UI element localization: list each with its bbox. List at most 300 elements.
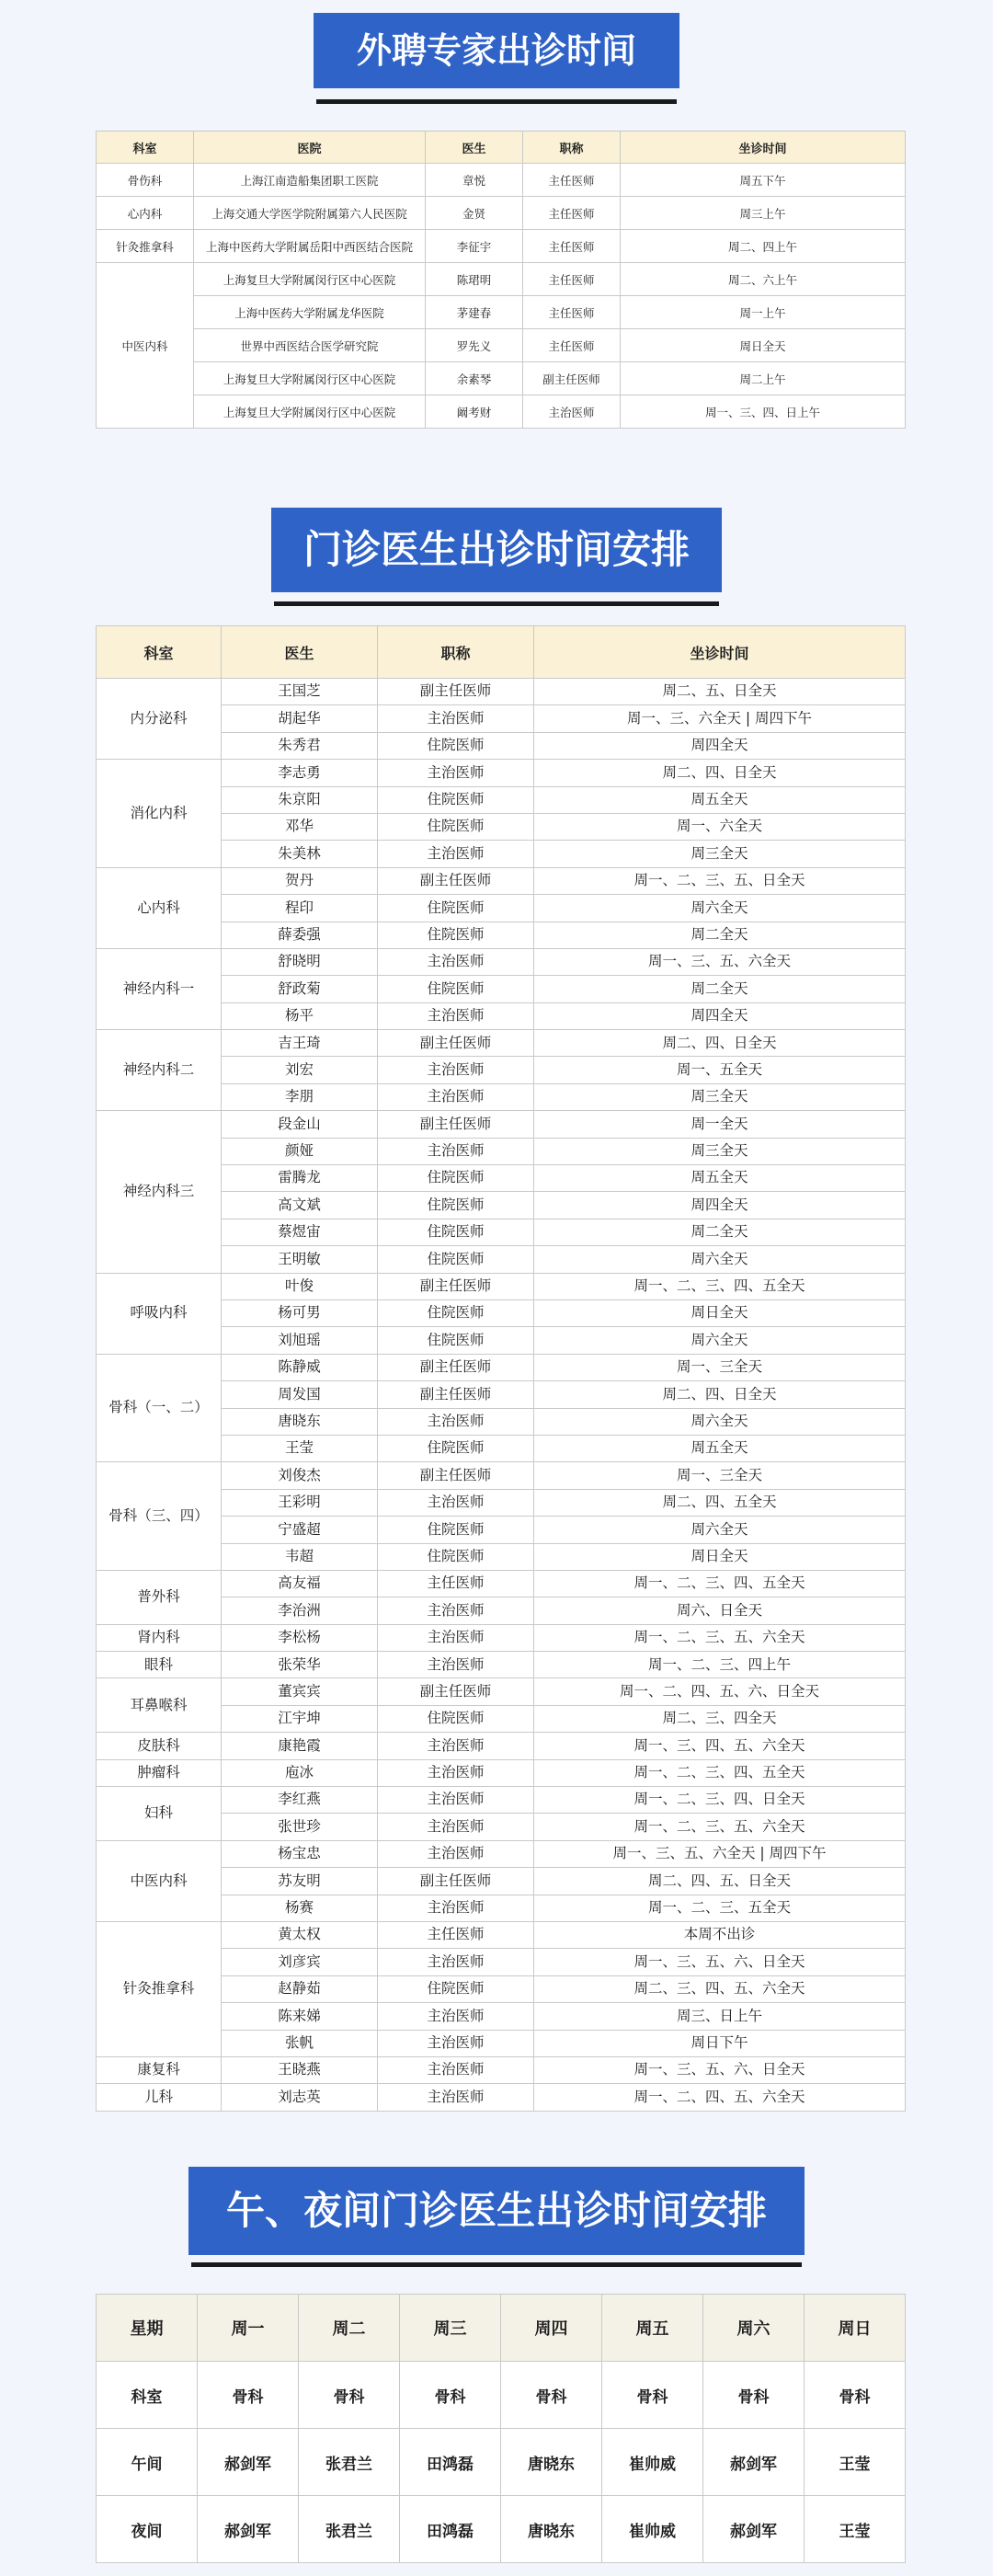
doctor-cell: 余素琴 — [426, 362, 523, 395]
column-header: 周二 — [299, 2295, 400, 2362]
schedule-cell: 周五全天 — [534, 786, 906, 813]
doctor-cell: 朱京阳 — [222, 786, 378, 813]
external-experts-table — [96, 131, 906, 429]
schedule-cell: 周一、二、三、五、日全天 — [534, 867, 906, 894]
schedule-cell: 郝剑军 — [703, 2429, 805, 2496]
column-header: 周六 — [703, 2295, 805, 2362]
doctor-cell: 苏友明 — [222, 1868, 378, 1895]
department-cell: 骨科（三、四） — [97, 1462, 222, 1571]
schedule-cell: 周一、三全天 — [534, 1462, 906, 1489]
schedule-cell: 唐晓东 — [501, 2496, 602, 2563]
schedule-cell: 周一、二、四、五、六、日全天 — [534, 1678, 906, 1705]
title-cell: 主治医师 — [378, 1733, 534, 1759]
schedule-cell: 周二全天 — [534, 922, 906, 948]
schedule-cell: 周二、四、日全天 — [534, 1381, 906, 1408]
table-header-row — [97, 132, 906, 164]
doctor-cell: 张帆 — [222, 2030, 378, 2056]
schedule-cell: 周一、二、三、五全天 — [534, 1895, 906, 1921]
column-header: 周四 — [501, 2295, 602, 2362]
doctor-cell: 唐晓东 — [222, 1408, 378, 1435]
department-cell: 消化内科 — [97, 760, 222, 868]
table-row — [97, 2429, 906, 2496]
title-cell: 副主任医师 — [378, 1111, 534, 1138]
schedule-cell: 骨科 — [602, 2362, 703, 2429]
hospital-cell: 上海复旦大学附属闵行区中心医院 — [194, 395, 426, 429]
table-row — [97, 296, 906, 329]
schedule-cell: 周二全天 — [534, 976, 906, 1002]
title-cell: 住院医师 — [378, 976, 534, 1002]
department-cell: 针灸推拿科 — [97, 1921, 222, 2056]
doctor-cell: 陈静威 — [222, 1354, 378, 1380]
title-cell: 主治医师 — [378, 2030, 534, 2056]
department-cell: 神经内科三 — [97, 1111, 222, 1273]
column-header: 科室 — [97, 132, 194, 164]
column-header: 职称 — [523, 132, 621, 164]
title-cell: 主任医师 — [523, 329, 621, 362]
schedule-cell: 周二、五、日全天 — [534, 679, 906, 705]
schedule-cell: 骨科 — [198, 2362, 299, 2429]
schedule-cell: 周一、三、六全天 | 周四下午 — [534, 705, 906, 732]
table-row — [97, 2056, 906, 2083]
schedule-cell: 周三、日上午 — [534, 2003, 906, 2030]
department-cell: 儿科 — [97, 2084, 222, 2111]
schedule-cell: 周二、四、五全天 — [534, 1489, 906, 1516]
doctor-cell: 庖冰 — [222, 1759, 378, 1786]
schedule-cell: 周一、二、三、四、五全天 — [534, 1759, 906, 1786]
title-cell: 副主任医师 — [378, 1030, 534, 1057]
doctor-cell: 胡起华 — [222, 705, 378, 732]
department-cell: 骨伤科 — [97, 164, 194, 197]
schedule-cell: 周二、四、日全天 — [534, 1030, 906, 1057]
table-row — [97, 2362, 906, 2429]
table-row — [97, 1273, 906, 1299]
doctor-cell: 舒政菊 — [222, 976, 378, 1002]
row-label-cell: 夜间 — [97, 2496, 198, 2563]
schedule-cell: 骨科 — [501, 2362, 602, 2429]
hospital-cell: 世界中西医结合医学研究院 — [194, 329, 426, 362]
doctor-cell: 韦超 — [222, 1543, 378, 1570]
hospital-cell: 上海中医药大学附属龙华医院 — [194, 296, 426, 329]
title-cell: 住院医师 — [378, 1246, 534, 1273]
section1-title-banner — [314, 13, 679, 88]
schedule-cell: 田鸿磊 — [400, 2429, 501, 2496]
department-cell: 内分泌科 — [97, 679, 222, 760]
doctor-cell: 杨可男 — [222, 1299, 378, 1326]
doctor-cell: 舒晓明 — [222, 948, 378, 975]
schedule-cell: 周一、三、五、六全天 | 周四下午 — [534, 1840, 906, 1867]
schedule-cell: 周六全天 — [534, 895, 906, 922]
title-cell: 主治医师 — [378, 705, 534, 732]
title-cell: 主治医师 — [378, 2056, 534, 2083]
doctor-cell: 王莹 — [222, 1435, 378, 1461]
table-row — [97, 362, 906, 395]
title-cell: 副主任医师 — [523, 362, 621, 395]
doctor-cell: 刘宏 — [222, 1057, 378, 1083]
doctor-cell: 颜娅 — [222, 1138, 378, 1164]
department-cell: 耳鼻喉科 — [97, 1678, 222, 1733]
schedule-cell: 唐晓东 — [501, 2429, 602, 2496]
schedule-cell: 周一、二、三、五、六全天 — [534, 1814, 906, 1840]
row-label-cell: 科室 — [97, 2362, 198, 2429]
doctor-cell: 杨赛 — [222, 1895, 378, 1921]
schedule-cell: 周四全天 — [534, 1192, 906, 1219]
schedule-cell: 周二、四、日全天 — [534, 760, 906, 786]
doctor-cell: 康艳霞 — [222, 1733, 378, 1759]
title-cell: 主治医师 — [378, 1057, 534, 1083]
table-row — [97, 1652, 906, 1678]
hospital-cell: 上海江南造船集团职工医院 — [194, 164, 426, 197]
schedule-cell: 周二上午 — [621, 362, 906, 395]
title-cell: 主任医师 — [378, 1921, 534, 1948]
schedule-cell: 周六、日全天 — [534, 1597, 906, 1624]
title-cell: 住院医师 — [378, 1975, 534, 2002]
table-row — [97, 760, 906, 786]
department-cell: 肿瘤科 — [97, 1759, 222, 1786]
doctor-cell: 金贤 — [426, 197, 523, 230]
department-cell: 妇科 — [97, 1787, 222, 1841]
department-cell: 针灸推拿科 — [97, 230, 194, 263]
doctor-cell: 高友福 — [222, 1570, 378, 1597]
schedule-cell: 周五全天 — [534, 1435, 906, 1461]
title-cell: 主治医师 — [378, 1489, 534, 1516]
table-row — [97, 1787, 906, 1814]
doctor-cell: 刘旭瑶 — [222, 1327, 378, 1354]
title-cell: 住院医师 — [378, 813, 534, 840]
doctor-cell: 蔡煜宙 — [222, 1219, 378, 1245]
schedule-cell: 周六全天 — [534, 1408, 906, 1435]
table-row — [97, 1733, 906, 1759]
hospital-cell: 上海中医药大学附属岳阳中西医结合医院 — [194, 230, 426, 263]
department-cell: 眼科 — [97, 1652, 222, 1678]
title-cell: 住院医师 — [378, 1435, 534, 1461]
table-row — [97, 197, 906, 230]
doctor-cell: 贺丹 — [222, 867, 378, 894]
schedule-cell: 张君兰 — [299, 2496, 400, 2563]
hospital-cell: 上海复旦大学附属闵行区中心医院 — [194, 362, 426, 395]
title-cell: 主任医师 — [523, 164, 621, 197]
title-cell: 主治医师 — [378, 1949, 534, 1975]
table-row — [97, 2496, 906, 2563]
schedule-cell: 周一、二、三、四上午 — [534, 1652, 906, 1678]
doctor-cell: 刘俊杰 — [222, 1462, 378, 1489]
title-cell: 主治医师 — [378, 1814, 534, 1840]
schedule-cell: 周六全天 — [534, 1246, 906, 1273]
schedule-cell: 周六全天 — [534, 1327, 906, 1354]
table-row — [97, 1840, 906, 1867]
table-row — [97, 679, 906, 705]
department-cell: 骨科（一、二） — [97, 1354, 222, 1462]
column-header: 坐诊时间 — [621, 132, 906, 164]
column-header: 医生 — [222, 626, 378, 679]
title-cell: 主治医师 — [378, 1138, 534, 1164]
title-cell: 住院医师 — [378, 922, 534, 948]
column-header: 科室 — [97, 626, 222, 679]
schedule-cell: 周一、二、四、五、六全天 — [534, 2084, 906, 2111]
department-cell: 神经内科一 — [97, 948, 222, 1029]
title-cell: 主治医师 — [378, 841, 534, 867]
schedule-cell: 周一、三、四、五、六全天 — [534, 1733, 906, 1759]
schedule-cell: 周四全天 — [534, 1002, 906, 1029]
schedule-cell: 周二、四上午 — [621, 230, 906, 263]
department-cell: 心内科 — [97, 867, 222, 948]
schedule-cell: 周五全天 — [534, 1165, 906, 1192]
title-cell: 主治医师 — [378, 1624, 534, 1651]
table-row — [97, 867, 906, 894]
doctor-cell: 王晓燕 — [222, 2056, 378, 2083]
title-cell: 副主任医师 — [378, 1678, 534, 1705]
section1-title-underline — [316, 99, 677, 104]
section1-title: 外聘专家出诊时间 — [356, 30, 636, 71]
title-cell: 主任医师 — [523, 230, 621, 263]
doctor-cell: 刘志英 — [222, 2084, 378, 2111]
doctor-cell: 周发国 — [222, 1381, 378, 1408]
schedule-cell: 田鸿磊 — [400, 2496, 501, 2563]
doctor-cell: 高文斌 — [222, 1192, 378, 1219]
hospital-cell: 上海复旦大学附属闵行区中心医院 — [194, 263, 426, 296]
table-row — [97, 263, 906, 296]
schedule-cell: 周三全天 — [534, 841, 906, 867]
hospital-cell: 上海交通大学医学院附属第六人民医院 — [194, 197, 426, 230]
column-header: 周五 — [602, 2295, 703, 2362]
schedule-cell: 周三上午 — [621, 197, 906, 230]
schedule-cell: 郝剑军 — [198, 2429, 299, 2496]
schedule-cell: 骨科 — [703, 2362, 805, 2429]
row-label-cell: 午间 — [97, 2429, 198, 2496]
schedule-cell: 周日全天 — [534, 1543, 906, 1570]
schedule-cell: 周一、三全天 — [534, 1354, 906, 1380]
title-cell: 副主任医师 — [378, 1273, 534, 1299]
schedule-cell: 周二、六上午 — [621, 263, 906, 296]
table-row — [97, 164, 906, 197]
schedule-cell: 王莹 — [805, 2429, 906, 2496]
table-row — [97, 1354, 906, 1380]
doctor-cell: 黄太权 — [222, 1921, 378, 1948]
schedule-cell: 王莹 — [805, 2496, 906, 2563]
title-cell: 住院医师 — [378, 1192, 534, 1219]
table-row — [97, 1624, 906, 1651]
title-cell: 住院医师 — [378, 1299, 534, 1326]
schedule-cell: 周六全天 — [534, 1517, 906, 1543]
outpatient-doctors-table — [96, 625, 906, 2112]
schedule-cell: 周二、三、四、五、六全天 — [534, 1975, 906, 2002]
title-cell: 住院医师 — [378, 1705, 534, 1732]
column-header: 周三 — [400, 2295, 501, 2362]
schedule-cell: 周一、二、三、四、五全天 — [534, 1570, 906, 1597]
table-row — [97, 1759, 906, 1786]
column-header: 医生 — [426, 132, 523, 164]
doctor-cell: 李红燕 — [222, 1787, 378, 1814]
doctor-cell: 叶俊 — [222, 1273, 378, 1299]
title-cell: 住院医师 — [378, 1219, 534, 1245]
department-cell: 肾内科 — [97, 1624, 222, 1651]
doctor-cell: 段金山 — [222, 1111, 378, 1138]
table-row — [97, 1921, 906, 1948]
title-cell: 住院医师 — [378, 1165, 534, 1192]
department-cell: 呼吸内科 — [97, 1273, 222, 1354]
title-cell: 副主任医师 — [378, 1868, 534, 1895]
schedule-cell: 周一、六全天 — [534, 813, 906, 840]
schedule-cell: 崔帅威 — [602, 2429, 703, 2496]
section3-title-underline — [191, 2262, 802, 2267]
column-header: 周日 — [805, 2295, 906, 2362]
title-cell: 主治医师 — [378, 1759, 534, 1786]
schedule-cell: 骨科 — [805, 2362, 906, 2429]
doctor-cell: 雷腾龙 — [222, 1165, 378, 1192]
title-cell: 副主任医师 — [378, 1354, 534, 1380]
schedule-cell: 周五下午 — [621, 164, 906, 197]
schedule-cell: 周一全天 — [534, 1111, 906, 1138]
column-header: 坐诊时间 — [534, 626, 906, 679]
section2-title-underline — [274, 601, 719, 606]
title-cell: 主治医师 — [378, 1597, 534, 1624]
table-row — [97, 1030, 906, 1057]
column-header: 职称 — [378, 626, 534, 679]
schedule-cell: 周一、三、四、日上午 — [621, 395, 906, 429]
title-cell: 主治医师 — [378, 1408, 534, 1435]
table-row — [97, 948, 906, 975]
doctor-cell: 王国芝 — [222, 679, 378, 705]
title-cell: 主治医师 — [523, 395, 621, 429]
schedule-cell: 周三全天 — [534, 1083, 906, 1110]
department-cell: 皮肤科 — [97, 1733, 222, 1759]
department-cell: 普外科 — [97, 1570, 222, 1624]
schedule-cell: 周二全天 — [534, 1219, 906, 1245]
title-cell: 主治医师 — [378, 1787, 534, 1814]
title-cell: 住院医师 — [378, 1517, 534, 1543]
title-cell: 住院医师 — [378, 1543, 534, 1570]
doctor-cell: 邓华 — [222, 813, 378, 840]
doctor-cell: 张荣华 — [222, 1652, 378, 1678]
doctor-cell: 杨平 — [222, 1002, 378, 1029]
doctor-cell: 宁盛超 — [222, 1517, 378, 1543]
schedule-cell: 周一上午 — [621, 296, 906, 329]
section3-title: 午、夜间门诊医生出诊时间安排 — [225, 2188, 767, 2233]
title-cell: 主治医师 — [378, 2084, 534, 2111]
doctor-cell: 李朋 — [222, 1083, 378, 1110]
schedule-cell: 周日全天 — [621, 329, 906, 362]
title-cell: 副主任医师 — [378, 1381, 534, 1408]
doctor-cell: 刘彦宾 — [222, 1949, 378, 1975]
section3-title-banner — [188, 2167, 805, 2255]
table-row — [97, 2084, 906, 2111]
schedule-cell: 郝剑军 — [198, 2496, 299, 2563]
title-cell: 主治医师 — [378, 948, 534, 975]
schedule-cell: 周一、二、三、四、五全天 — [534, 1273, 906, 1299]
doctor-cell: 张世珍 — [222, 1814, 378, 1840]
schedule-cell: 周二、四、五、日全天 — [534, 1868, 906, 1895]
schedule-cell: 本周不出诊 — [534, 1921, 906, 1948]
department-cell: 心内科 — [97, 197, 194, 230]
schedule-cell: 周一、三、五、六全天 — [534, 948, 906, 975]
title-cell: 住院医师 — [378, 895, 534, 922]
title-cell: 主治医师 — [378, 1652, 534, 1678]
schedule-cell: 周日全天 — [534, 1299, 906, 1326]
doctor-cell: 茅建春 — [426, 296, 523, 329]
title-cell: 主任医师 — [523, 263, 621, 296]
schedule-cell: 周一、二、三、四、日全天 — [534, 1787, 906, 1814]
doctor-cell: 赵静茹 — [222, 1975, 378, 2002]
department-cell: 神经内科二 — [97, 1030, 222, 1111]
doctor-cell: 罗先义 — [426, 329, 523, 362]
doctor-cell: 王彩明 — [222, 1489, 378, 1516]
title-cell: 主治医师 — [378, 1840, 534, 1867]
section2-title-banner — [271, 508, 722, 592]
title-cell: 主治医师 — [378, 1002, 534, 1029]
schedule-cell: 崔帅威 — [602, 2496, 703, 2563]
column-header: 周一 — [198, 2295, 299, 2362]
schedule-cell: 周日下午 — [534, 2030, 906, 2056]
noon-night-clinic-table — [96, 2294, 906, 2563]
department-cell: 中医内科 — [97, 263, 194, 429]
schedule-cell: 周二、三、四全天 — [534, 1705, 906, 1732]
title-cell: 住院医师 — [378, 732, 534, 759]
doctor-cell: 董宾宾 — [222, 1678, 378, 1705]
title-cell: 主治医师 — [378, 1895, 534, 1921]
table-row — [97, 395, 906, 429]
title-cell: 副主任医师 — [378, 679, 534, 705]
title-cell: 副主任医师 — [378, 1462, 534, 1489]
doctor-cell: 江宇坤 — [222, 1705, 378, 1732]
doctor-cell: 李志勇 — [222, 760, 378, 786]
title-cell: 主任医师 — [523, 197, 621, 230]
section2-title: 门诊医生出诊时间安排 — [302, 527, 690, 572]
schedule-cell: 周四全天 — [534, 732, 906, 759]
table-row — [97, 230, 906, 263]
title-cell: 主治医师 — [378, 760, 534, 786]
table-row — [97, 1462, 906, 1489]
department-cell: 中医内科 — [97, 1840, 222, 1921]
doctor-cell: 杨宝忠 — [222, 1840, 378, 1867]
table-header-row — [97, 626, 906, 679]
table-row — [97, 1111, 906, 1138]
title-cell: 主治医师 — [378, 1083, 534, 1110]
doctor-cell: 朱美林 — [222, 841, 378, 867]
doctor-cell: 章悦 — [426, 164, 523, 197]
schedule-cell: 周一、五全天 — [534, 1057, 906, 1083]
title-cell: 主任医师 — [378, 1570, 534, 1597]
column-header: 医院 — [194, 132, 426, 164]
schedule-cell: 骨科 — [400, 2362, 501, 2429]
column-header: 星期 — [97, 2295, 198, 2362]
schedule-cell: 周一、二、三、五、六全天 — [534, 1624, 906, 1651]
doctor-cell: 李松杨 — [222, 1624, 378, 1651]
title-cell: 副主任医师 — [378, 867, 534, 894]
doctor-cell: 陈来娣 — [222, 2003, 378, 2030]
title-cell: 主治医师 — [378, 2003, 534, 2030]
schedule-cell: 郝剑军 — [703, 2496, 805, 2563]
table-row — [97, 1678, 906, 1705]
title-cell: 住院医师 — [378, 786, 534, 813]
department-cell: 康复科 — [97, 2056, 222, 2083]
title-cell: 主任医师 — [523, 296, 621, 329]
table-row — [97, 329, 906, 362]
doctor-cell: 阚考财 — [426, 395, 523, 429]
doctor-cell: 李治洲 — [222, 1597, 378, 1624]
schedule-cell: 周一、三、五、六、日全天 — [534, 2056, 906, 2083]
schedule-cell: 张君兰 — [299, 2429, 400, 2496]
schedule-cell: 周三全天 — [534, 1138, 906, 1164]
doctor-cell: 薛委强 — [222, 922, 378, 948]
doctor-cell: 李征宇 — [426, 230, 523, 263]
title-cell: 住院医师 — [378, 1327, 534, 1354]
table-row — [97, 1570, 906, 1597]
doctor-cell: 程印 — [222, 895, 378, 922]
doctor-cell: 王明敏 — [222, 1246, 378, 1273]
doctor-cell: 吉王琦 — [222, 1030, 378, 1057]
doctor-cell: 陈珺明 — [426, 263, 523, 296]
schedule-cell: 周一、三、五、六、日全天 — [534, 1949, 906, 1975]
schedule-cell: 骨科 — [299, 2362, 400, 2429]
